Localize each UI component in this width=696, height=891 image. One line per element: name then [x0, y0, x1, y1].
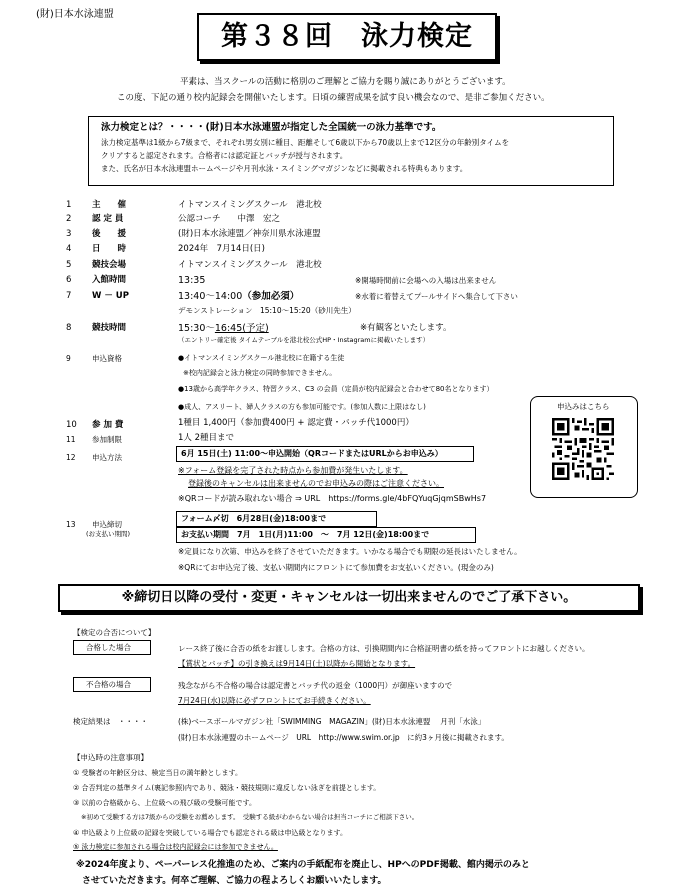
about-line-3: また、氏名が日本水泳連盟ホームページや月刊水泳・スイミングマガジンなどに掲載される特典もあります。: [101, 164, 468, 173]
item-8-num: 8: [66, 323, 72, 333]
pass-label: 合格した場合: [86, 643, 131, 652]
item-8-value: 15:30～16:45(予定): [178, 323, 269, 334]
item-7-label: W － UP: [92, 291, 129, 301]
publish-line-2: (財)日本水泳連盟のホームページ URL http://www.swim.or.jp に約3ヶ月後に掲載されます。: [178, 733, 509, 742]
qr-code-icon[interactable]: [552, 418, 614, 480]
note-3-sub: ※初めて受験する方は7級からの受験をお薦めします。 受験する級がわからない場合は担当コーチにご相談下さい。: [81, 813, 419, 821]
fail-line-2: 7月24日(水)以降に必ずフロントにてお手続きください。: [178, 696, 371, 705]
item-6-label: 入館時間: [92, 275, 127, 285]
form-deadline-text: フォーム〆切 6月28日(金)18:00まで: [181, 514, 327, 523]
item-11-num: 11: [66, 435, 76, 444]
item-13-num: 13: [66, 520, 76, 529]
item-3-num: 3: [66, 229, 72, 239]
item-12-line-2: 登録後のキャンセルは出来ませんのでお申込みの際はご注意ください。: [188, 479, 444, 488]
page-title: 第３８回 泳力検定: [197, 13, 497, 61]
item-13-label-sub: (お支払い期間): [86, 530, 131, 538]
item-13-line-1: ※定員になり次第、申込みを終了させていただきます。いかなる場合でも期限の延長はいたしません。: [178, 547, 522, 556]
item-9-line-2: ※校内記録会と泳力検定の同時参加できません。: [183, 369, 337, 377]
item-5-label: 競技会場: [92, 260, 127, 270]
item-12-line-1: ※フォーム登録を完了された時点から参加費が発生いたします。: [178, 466, 408, 475]
result-heading: 【検定の合否について】: [73, 628, 156, 637]
item-8-note: ※有観客といたします。: [360, 323, 452, 333]
fail-line-1: 残念ながら不合格の場合は認定書とバッチ代の返金（1000円）が御座いますので: [178, 681, 453, 690]
about-line-1: 泳力検定基準は1級から7級まで、それぞれ男女別に種目、距離そして6歳以下から70歳以上まで12区分の年齢別タイムを: [101, 138, 510, 147]
item-1-label: 主 催: [92, 200, 127, 210]
item-4-value: 2024年 7月14日(日): [178, 244, 265, 254]
item-8-label: 競技時間: [92, 323, 127, 333]
item-4-label: 日 時: [92, 244, 127, 254]
about-heading: 泳力検定とは？・・・・(財)日本水泳連盟が指定した全国統一の泳力基準です。: [101, 122, 442, 133]
item-13-label: 申込締切: [92, 520, 122, 529]
item-10-label: 参 加 費: [92, 420, 124, 430]
fail-label: 不合格の場合: [86, 680, 131, 689]
item-12-label: 申込方法: [92, 453, 122, 462]
item-2-value: 公認コーチ 中澤 宏之: [178, 214, 281, 224]
item-9-line-4: ●成人、アスリート、婦人クラスの方も参加可能です。(参加人数に上限はなし): [178, 403, 426, 411]
about-line-2: クリアすると認定されます。合格者には認定証とバッチが授与されます。: [101, 151, 348, 160]
item-9-line-1: ●イトマンスイミングスクール港北校に在籍する生徒: [178, 354, 345, 362]
footer-line-2: させていただきます。何卒ご理解、ご協力の程よろしくお願いいたします。: [82, 876, 387, 886]
notes-heading: 【申込時の注意事項】: [73, 753, 148, 762]
item-12-url-line[interactable]: ※QRコードが読み取れない場合 ⇒ URL https://forms.gle/4bFQYuqGjqmSBwHs7: [178, 494, 487, 503]
apply-start-text: 6月 15日(土) 11:00～申込開始（QRコードまたはURLからお申込み）: [181, 449, 443, 458]
item-5-value: イトマンスイミングスクール 港北校: [178, 260, 322, 270]
item-5-num: 5: [66, 260, 72, 270]
cancellation-warning: ※締切日以降の受付・変更・キャンセルは一切出来ませんのでご了承下さい。: [58, 584, 640, 612]
item-9-num: 9: [66, 354, 71, 363]
item-7-num: 7: [66, 291, 72, 301]
item-10-num: 10: [66, 420, 77, 430]
item-11-label: 参加制限: [92, 435, 122, 444]
note-3: ③ 以前の合格級から、上位級への飛び級の受験可能です。: [73, 799, 256, 807]
publish-label: 検定結果は ・・・・: [73, 717, 148, 726]
payment-period-text: お支払い期間 7月 1日(月)11:00 ～ 7月 12日(金)18:00まで: [181, 530, 430, 539]
item-6-num: 6: [66, 275, 72, 285]
item-8-sub: （エントリー確定後 タイムテーブルを港北校公式HP・Instagramに掲載いたします）: [178, 336, 430, 344]
item-1-value: イトマンスイミングスクール 港北校: [178, 200, 322, 210]
publish-line-1: (株)ベースボールマガジン社「SWIMMING MAGAZIN」(財)日本水泳連盟 月刊「水泳」: [178, 717, 486, 726]
note-5: ⑤ 泳力検定に参加される場合は校内記録会には参加できません。: [73, 843, 278, 851]
item-3-value: (財)日本水泳連盟／神奈川県水泳連盟: [178, 229, 321, 239]
item-7-note: ※水着に着替えてプールサイドへ集合して下さい: [355, 292, 518, 301]
footer-line-1: ※2024年度より、ペーパーレス化推進のため、ご案内の手紙配布を廃止し、HPへのPDF掲載、館内掲示のみと: [76, 860, 530, 870]
note-2: ② 合否判定の基準タイム(裏記参照)内であり、競泳・競技規則に違反しない泳ぎを前提とします。: [73, 784, 381, 792]
item-12-num: 12: [66, 453, 76, 462]
item-6-note: ※開場時間前に会場への入場は出来ません: [355, 276, 497, 285]
item-4-num: 4: [66, 244, 72, 254]
item-11-value: 1人 2種目まで: [178, 433, 235, 443]
item-1-num: 1: [66, 200, 72, 210]
note-1: ① 受験者の年齢区分は、検定当日の満年齢とします。: [73, 769, 242, 777]
pass-line-1: レース終了後に合否の紙をお渡しします。合格の方は、引換期間内に合格証明書の紙を持ってフロントにお越しください。: [178, 644, 590, 653]
item-2-num: 2: [66, 214, 72, 224]
item-6-value: 13:35: [178, 275, 206, 286]
qr-label: 申込みはこちら: [557, 402, 610, 411]
org-name: (財)日本水泳連盟: [36, 9, 114, 20]
item-9-label: 申込資格: [92, 354, 122, 363]
item-7-value: 13:40～14:00（参加必須）: [178, 291, 300, 302]
pass-line-2: 【賞状とバッチ】の引き換えは9月14日(土)以降から開始となります。: [178, 659, 416, 668]
item-2-label: 認 定 員: [92, 214, 124, 224]
demo-line: デモンストレーション 15:10～15:20（砂川先生）: [178, 306, 356, 315]
item-10-value: 1種目 1,400円（参加費400円 + 認定費・バッチ代1000円）: [178, 418, 414, 428]
item-3-label: 後 援: [92, 229, 127, 239]
item-9-line-3: ●13歳から高学年クラス、特習クラス、C3 の会員（定員が校内記録会と合わせて80名となります）: [178, 385, 494, 393]
note-4: ④ 申込級より上位級の記録を突破している場合でも認定される級は申込級となります。: [73, 829, 347, 837]
intro-line-1: 平素は、当スクールの活動に格別のご理解とご協力を賜り誠にありがとうございます。: [180, 77, 511, 87]
item-13-line-2: ※QRにてお申込完了後、支払い期間内にフロントにて参加費をお支払いください。(現金のみ): [178, 563, 494, 572]
intro-line-2: この度、下記の通り校内記録会を開催いたします。日頃の練習成果を試す良い機会なので、是非ご参加ください。: [117, 93, 550, 103]
